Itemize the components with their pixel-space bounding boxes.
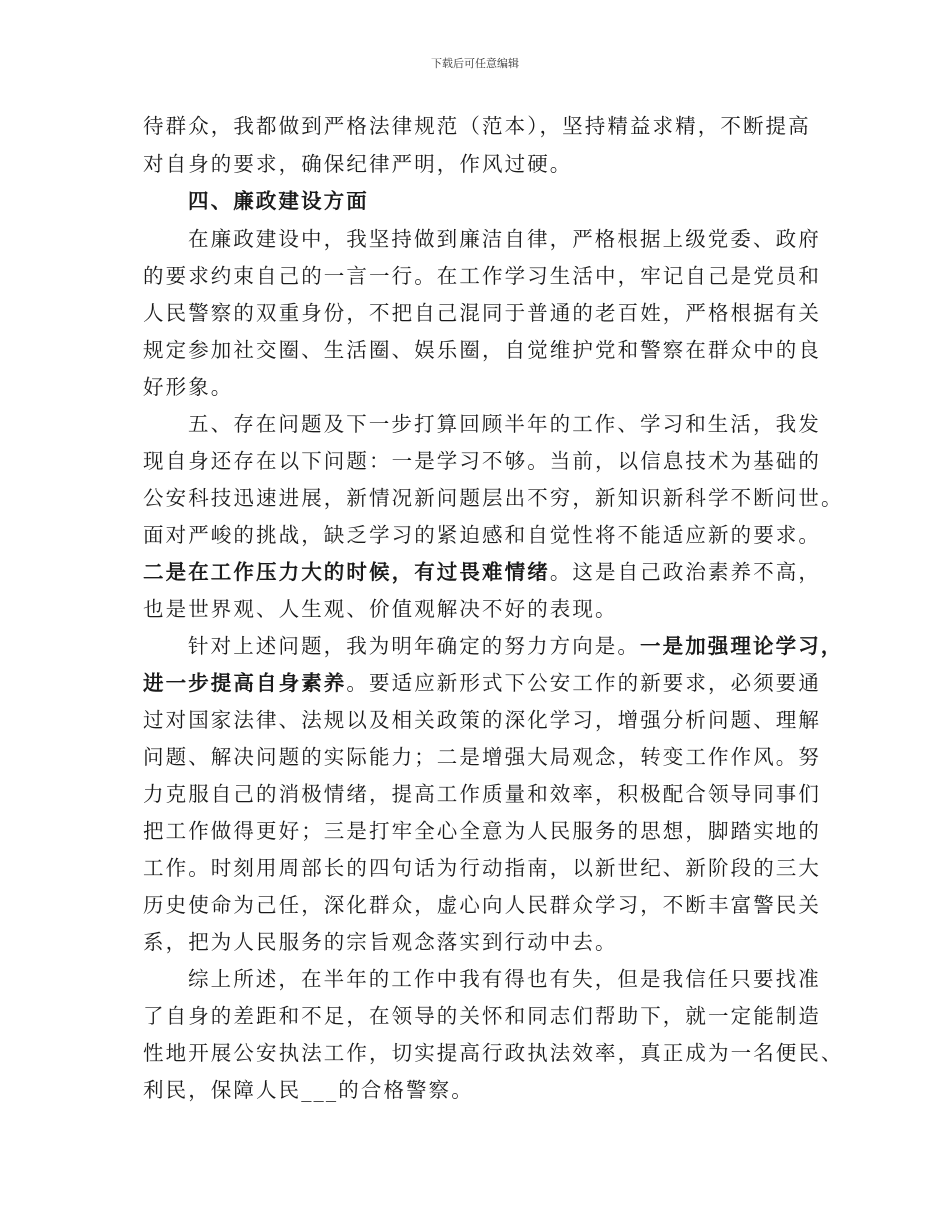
- bold-phrase: 进一步提高自身素养: [143, 671, 347, 695]
- text-line: 现自身还存在以下问题：一是学习不够。当前，以信息技术为基础的: [143, 449, 821, 473]
- text-line: 问题、解决问题的实际能力；二是增强大局观念，转变工作作风。努: [143, 745, 821, 769]
- text-line: 面对严峻的挑战，缺乏学习的紧迫感和自觉性将不能适应新的要求。: [143, 523, 821, 547]
- text-line: 的要求约束自己的一言一行。在工作学习生活中，牢记自己是党员和: [143, 264, 821, 288]
- text-run: 。这是自己政治素养不高，: [549, 560, 822, 584]
- text-line: 五、存在问题及下一步打算回顾半年的工作、学习和生活，我发: [188, 412, 821, 436]
- text-line: 公安科技迅速进展，新情况新问题层出不穷，新知识新科学不断问世。: [143, 486, 844, 510]
- text-line: 规定参加社交圈、生活圈、娱乐圈，自觉维护党和警察在群众中的良: [143, 338, 821, 362]
- text-line: [143, 558, 821, 586]
- text-line: 过对国家法律、法规以及相关政策的深化学习，增强分析问题、理解: [143, 708, 821, 732]
- text-line: 工作。时刻用周部长的四句话为行动指南，以新世纪、新阶段的三大: [143, 856, 821, 880]
- text-line: 人民警察的双重身份，不把自己混同于普通的老百姓，严格根据有关: [143, 301, 821, 325]
- text-line: 利民，保障人民___的合格警察。: [143, 1078, 474, 1102]
- bold-phrase: 二是在工作压力大的时候，有过畏难情绪: [143, 560, 550, 584]
- text-line: 综上所述，在半年的工作中我有得也有失，但是我信任只要找准: [188, 967, 821, 991]
- bold-phrase: 一是加强理论学习，: [640, 634, 844, 658]
- text-line: 在廉政建设中，我坚持做到廉洁自律，严格根据上级党委、政府: [188, 227, 821, 251]
- text-line: 系，把为人民服务的宗旨观念落实到行动中去。: [143, 930, 618, 954]
- text-line: 了自身的差距和不足，在领导的关怀和同志们帮助下，就一定能制造: [143, 1004, 821, 1028]
- section-heading: 四、廉政建设方面: [188, 189, 369, 213]
- text-run: 。要适应新形式下公安工作的新要求，必须要通: [346, 671, 822, 695]
- text-line: 性地开展公安执法工作，切实提高行政执法效率，真正成为一名便民、: [143, 1041, 844, 1065]
- text-line: 力克服自己的消极情绪，提高工作质量和效率，积极配合领导同事们: [143, 782, 821, 806]
- text-line: 待群众，我都做到严格法律规范（范本），坚持精益求精，不断提高: [143, 114, 811, 138]
- text-run: 针对上述问题，我为明年确定的努力方向是。: [188, 634, 640, 658]
- text-line: 历史使命为己任，深化群众，虚心向人民群众学习，不断丰富警民关: [143, 893, 821, 917]
- text-line: [188, 632, 843, 660]
- page-header-note: 下载后可任意编辑: [431, 57, 519, 70]
- text-line: [143, 669, 821, 697]
- text-line: 对自身的要求，确保纪律严明，作风过硬。: [143, 152, 573, 176]
- text-line: 也是世界观、人生观、价值观解决不好的表现。: [143, 597, 618, 621]
- text-line: 好形象。: [143, 375, 234, 399]
- text-line: 把工作做得更好；三是打牢全心全意为人民服务的思想，脚踏实地的: [143, 819, 821, 843]
